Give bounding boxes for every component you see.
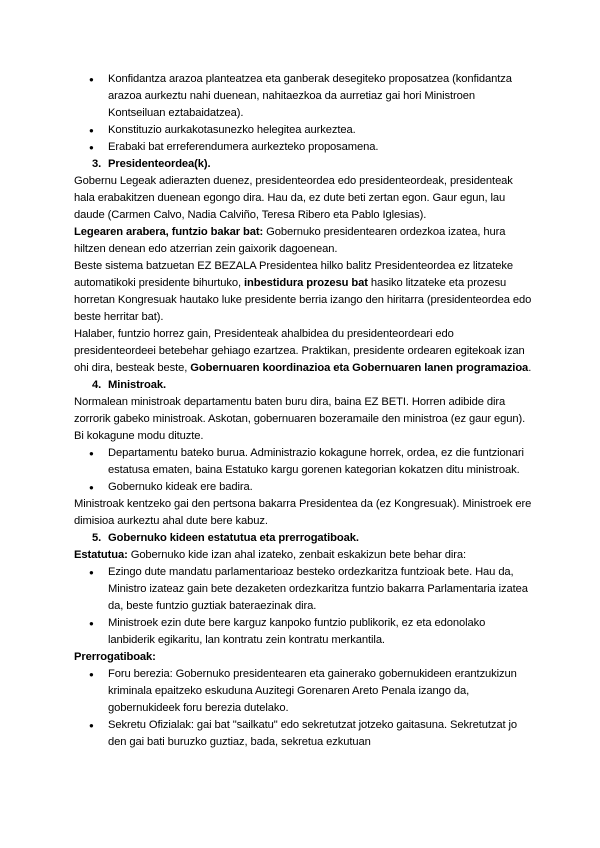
text: .	[528, 362, 532, 374]
bold-text: Gobernuaren koordinazioa eta Gobernuaren lanen programazioa	[190, 362, 529, 374]
section-title: Gobernuko kideen estatutua eta prerrogatiboak.	[108, 532, 359, 544]
text: Gobernuko kide izan ahal izateko, zenbait eskakizun bete behar dira:	[127, 549, 466, 561]
bullet-item: ● Departamentu bateko burua. Administrazio kokagune horrek, ordea, ez die funtzionari estatusa ematen, baina Estatuko kargu gorenen kategorian kokatzen ditu ministroak.	[74, 445, 534, 479]
text: Beste sistema batzuetan EZ BEZALA Presidentea hilko balitz Presidenteordea ez litzateke automatikoki presidente bihurtuko,	[74, 260, 514, 289]
section-heading-4	[74, 377, 534, 394]
paragraph	[74, 326, 534, 377]
section-heading-5	[74, 530, 534, 547]
section-title: Presidenteordea(k).	[108, 158, 211, 170]
bullet-item: ● Konfidantza arazoa planteatzea eta ganberak desegiteko proposatzea (konfidantza arazoa aurkeztu nahi duenean, nahitaezkoa da aurretiaz gai hori Ministroen Kontseiluan eztabaidatzea).	[74, 71, 534, 122]
section-title: Ministroak.	[108, 379, 166, 391]
paragraph	[74, 649, 534, 666]
paragraph: Normalean ministroak departamentu baten buru dira, baina EZ BETI. Horren adibide dira zorrorik gabeko ministroak. Askotan, gobernuaren bozeramaile den ministroa (ez gaur egun).	[74, 396, 526, 425]
paragraph: Bi kokagune modu dituzte.	[74, 430, 204, 442]
bullet-item: ● Erabaki bat erreferendumera aurkezteko proposamena.	[74, 139, 534, 156]
text: hasiko litzateke eta prozesu horretan Kongresuak hautako luke presidente berria izango den hiritarra (presidenteordea edo beste herritar bat).	[74, 277, 532, 323]
paragraph	[74, 547, 534, 564]
text: Halaber, funtzio horrez gain, Presidenteak ahalbidea du presidenteordeari edo presidenteordeei betebehar gehiago ezartzea. Praktikan, presidente ordearen egitekoak izan ohi dira, besteak beste,	[74, 328, 525, 374]
bullet-item: ● Ministroek ezin dute bere karguz kanpoko funtzio publikorik, ez eta edonolako lanbiderik egikaritu, lan kontratu zein kontratu merkantila.	[74, 615, 534, 649]
document-body	[74, 71, 534, 751]
paragraph: Ministroak kentzeko gai den pertsona bakarra Presidentea da (ez Kongresuak). Ministroek ere dimisioa aurkeztu ahal dute bere kabuz.	[74, 498, 532, 527]
section-number: 5.	[92, 532, 102, 544]
paragraph: Gobernu Legeak adierazten duenez, presidenteordea edo presidenteordeak, presidenteak hala erabakitzen duenean egongo dira. Hau da, ez dute beti zertan egon. Gaur egun, lau daude (Carmen Calvo, Nadia Calviño, Teresa Ribero eta Pablo Iglesias).	[74, 175, 513, 221]
bullet-item: ● Foru berezia: Gobernuko presidentearen eta gainerako gobernukideen erantzukizun kriminala epaitzeko eskuduna Auzitegi Gorenaren Areto Penala izango da, gobernukideek foru berezia dutelako.	[74, 666, 534, 717]
section-heading-3	[74, 156, 534, 173]
bullet-item: ● Gobernuko kideak ere badira.	[74, 479, 534, 496]
text: Gobernuko presidentearen ordezkoa izatea, hura hiltzen denean edo atzerrian zein gaixorik dagoenean.	[74, 226, 506, 255]
bold-text: Prerrogatiboak:	[74, 651, 156, 663]
bold-text: Legearen arabera, funtzio bakar bat:	[74, 226, 264, 238]
bullet-item: ● Sekretu Ofizialak: gai bat "sailkatu" edo sekretutzat jotzeko gaitasuna. Sekretutzat jo den gai bati buruzko guztiaz, bada, sekretua ezkutuan	[74, 717, 534, 751]
paragraph	[74, 258, 534, 326]
section-number: 4.	[92, 379, 102, 391]
section-number: 3.	[92, 158, 102, 170]
paragraph	[74, 224, 534, 258]
bullet-item: ● Konstituzio aurkakotasunezko helegitea aurkeztea.	[74, 122, 534, 139]
bold-text: Estatutua:	[74, 549, 128, 561]
bullet-item: ● Ezingo dute mandatu parlamentarioaz besteko ordezkaritza funtzioak bete. Hau da, Ministro izateaz gain bete dezaketen ordezkaritza funtzio bakarra Parlamentaria izatea da, beste funtzio guztiak bateraezinak dira.	[74, 564, 534, 615]
bold-text: inbestidura prozesu bat	[244, 277, 368, 289]
